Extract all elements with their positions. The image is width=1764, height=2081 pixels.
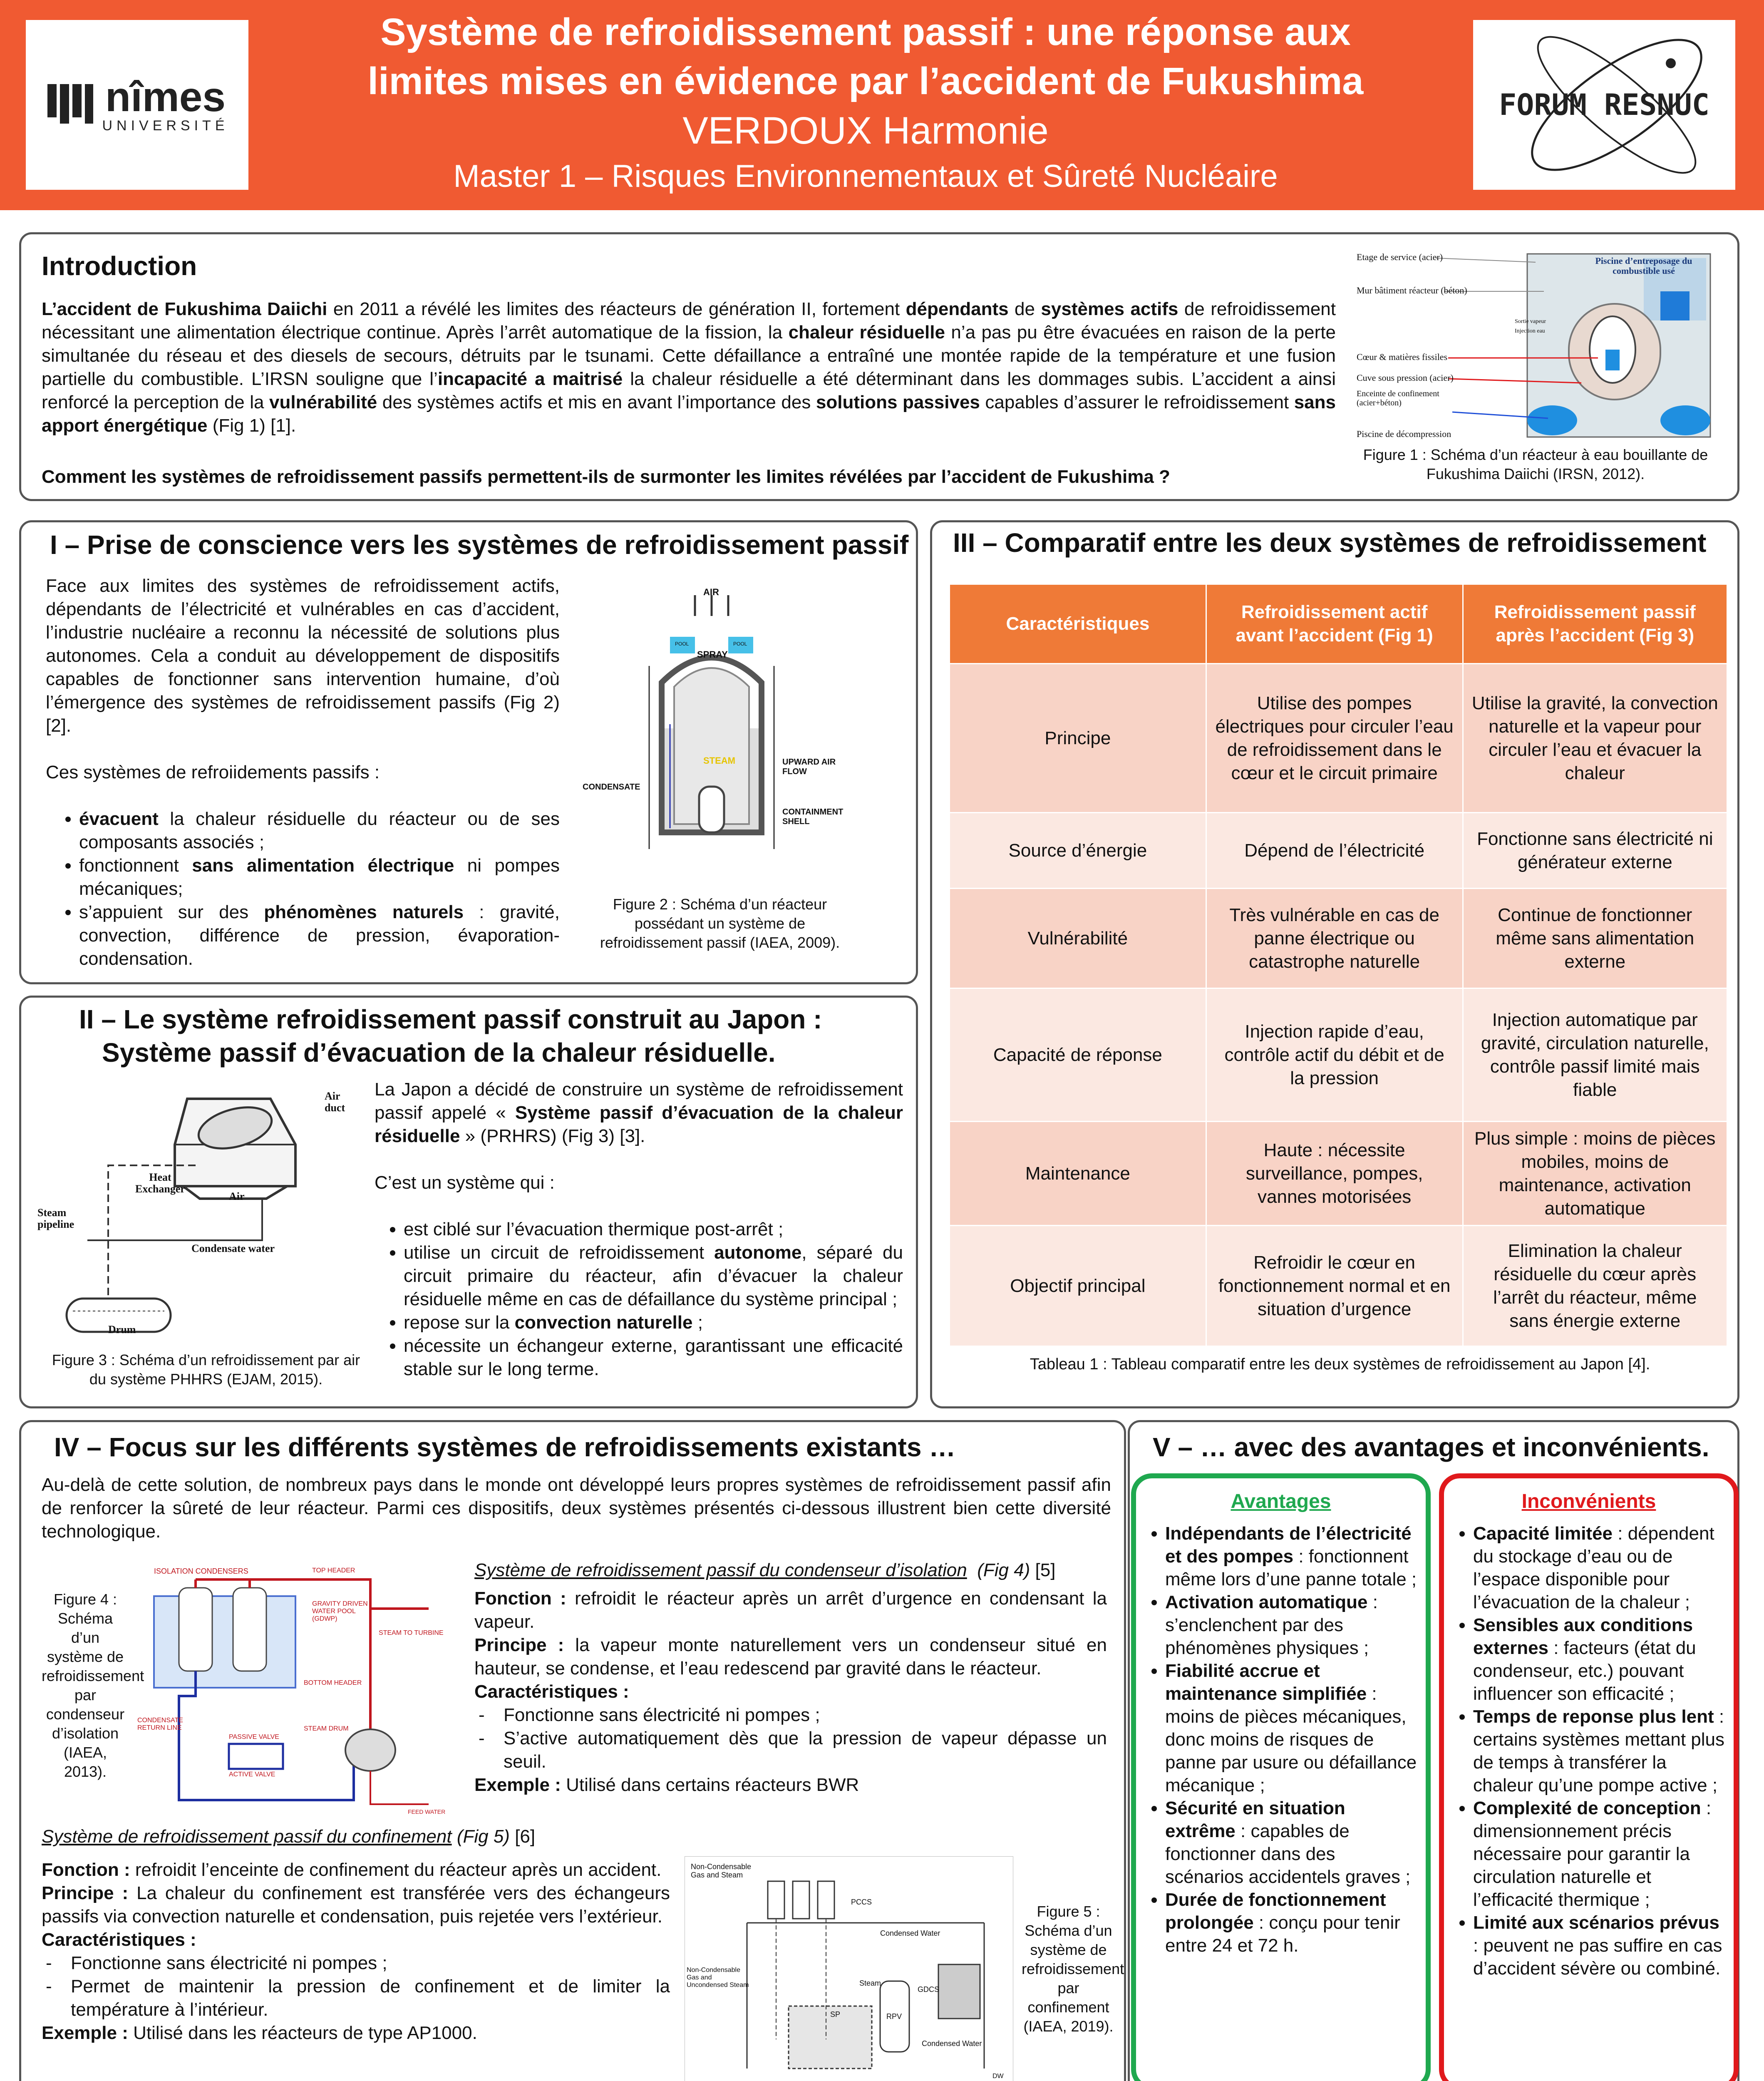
s2-bullet-4: • nécessite un échangeur externe, garantissant une efficacité stable sur le long terme. — [404, 1334, 903, 1381]
comparison-table — [949, 584, 1728, 1347]
section-1-title: I – Prise de conscience vers les systèmes de refroidissement passif — [50, 530, 909, 560]
author-name: VERDOUX Harmonie — [682, 109, 1049, 152]
fig4-label-steam-to-turbine: STEAM TO TURBINE — [379, 1629, 444, 1636]
advantages-list — [1140, 1522, 1417, 1957]
fig5-label-gdcs: GDCS — [918, 1985, 940, 1994]
table-cell: Continue de fonctionner même sans alimentation externe — [1463, 889, 1727, 988]
fig5-label-uncondensed: Non-Condensable Gas and Uncondensed Steam — [687, 1967, 749, 1989]
fig3-label-air-duct: Air duct — [325, 1090, 345, 1114]
fig4-label-active-valve: ACTIVE VALVE — [229, 1771, 275, 1778]
fig5-label-sp: SP — [830, 2010, 841, 2019]
intro-paragraph: L’accident de Fukushima Daiichi en 2011 a révélé les limites des réacteurs de génération II, fortement dépendants de systèmes actifs de refroidissement nécessitant une alimentation électrique continue. Après l’arrêt automatique de la fission, la chaleur résiduelle n’a pas pu être évacuées en raison de la perte simultanée du réseau et des diesels de secours, détruits par le tsunami. Cette défaillance a entraîné une montée rapide de la température et une fusion partielle du combustible. L’IRSN souligne que l’incapacité a maitrisé la chaleur résiduelle a été déterminant dans les dommages subis. L’accident a ainsi renforcé la perception de la vulnérabilité des systèmes actifs et mis en avant l’importance des solutions passives capables d’assurer le refroidissement sans apport énergétique (Fig 1) [1]. — [42, 299, 1336, 436]
fig2-label-spray: SPRAY — [697, 649, 728, 660]
fig5-label-steam: Steam — [859, 1979, 881, 1987]
list-item: • Durée de fonctionnement prolongée : conçu pour tenir entre 24 et 72 h. — [1165, 1888, 1417, 1957]
table-cell: Très vulnérable en cas de panne électrique ou catastrophe naturelle — [1206, 889, 1463, 988]
figure-3-prhrs-diagram — [37, 1082, 370, 1348]
fig2-label-shell: CONTAINMENT SHELL — [782, 807, 844, 826]
fig4-label-passive-valve: PASSIVE VALVE — [229, 1733, 279, 1741]
disadvantages-box — [1439, 1473, 1739, 2081]
s1-bullet-3: • s’appuient sur des phénomènes naturels : gravité, convection, différence de pression, évaporation-condensation. — [79, 901, 560, 971]
fig5-label-dw: DW — [992, 2073, 1004, 2080]
system-a-principle: Principe : la vapeur monte naturellement vers un condenseur situé en hauteur, se condense, et l’eau redescend par gravité dans le réacteur. — [474, 1635, 1107, 1679]
fig1-label-vessel: Cuve sous pression (acier) — [1357, 372, 1454, 383]
table-cell: Fonctionne sans électricité ni générateur externe — [1463, 813, 1727, 889]
fig4-label-isolation-condensers: ISOLATION CONDENSERS — [154, 1567, 248, 1575]
system-a-block — [474, 1559, 1107, 1797]
fig2-label-air: AIR — [703, 587, 719, 597]
fig4-label-top-header: TOP HEADER — [312, 1567, 355, 1574]
logo-left-main: nîmes — [105, 73, 226, 120]
figure-5-containment-cooling — [685, 1856, 1013, 2081]
table-row — [950, 813, 1727, 889]
advantages-title: Avantages — [1231, 1490, 1331, 1512]
fig4-label-gdwp: GRAVITY DRIVEN WATER POOL (GDWP) — [312, 1600, 368, 1622]
table-row — [950, 988, 1727, 1122]
system-b-carac-label: Caractéristiques : — [42, 1930, 196, 1950]
table-cell: Principe — [950, 664, 1206, 813]
s2-bullet-2: • utilise un circuit de refroidissement autonome, séparé du circuit primaire du réacteur, afin d’évacuer la chaleur résiduelle même en cas de défaillance du système principal ; — [404, 1241, 903, 1311]
fig1-label-containment: Enceinte de confinement (acier+béton) — [1357, 389, 1439, 407]
fig5-label-condensed-water-bottom: Condensed Water — [922, 2039, 982, 2048]
table-cell: Vulnérabilité — [950, 889, 1206, 988]
table-cell: Haute : nécessite surveillance, pompes, vannes motorisées — [1206, 1122, 1463, 1226]
list-item: • Limité aux scénarios prévus : peuvent ne pas suffire en cas d’accident sévère ou combiné. — [1473, 1911, 1725, 1980]
fig2-label-condensate: CONDENSATE — [583, 782, 640, 792]
fig1-caption: Figure 1 : Schéma d’un réacteur à eau bouillante de Fukushima Daiichi (IRSN, 2012). — [1363, 446, 1708, 482]
s2-bullet-3: • repose sur la convection naturelle ; — [404, 1311, 903, 1334]
system-a-title: Système de refroidissement passif du condenseur d’isolation (Fig 4) [5] — [474, 1560, 1056, 1580]
fig2-label-pool-left: POOL — [675, 641, 689, 647]
s2-paragraph-2: C’est un système qui : — [375, 1172, 555, 1193]
table-cell: Objectif principal — [950, 1226, 1206, 1346]
system-b-block — [42, 1858, 670, 2045]
fig5-caption: Figure 5 : Schéma d’un système de refroidissement par confinement (IAEA, 2019). — [1022, 1903, 1124, 2035]
table-cell: Elimination la chaleur résiduelle du cœur après l’arrêt du réacteur, même sans énergie externe — [1463, 1226, 1727, 1346]
fig4-label-bottom-header: BOTTOM HEADER — [304, 1679, 362, 1686]
table-cell: Refroidir le cœur en fonctionnement normal et en situation d’urgence — [1206, 1226, 1463, 1346]
figure-4-isolation-condenser — [137, 1559, 462, 1821]
section-4-title: IV – Focus sur les différents systèmes de refroidissements existants … — [54, 1432, 956, 1462]
fig1-label-wall: Mur bâtiment réacteur (béton) — [1357, 285, 1467, 296]
figure-2-passive-reactor — [583, 587, 899, 891]
list-item: • Complexité de conception : dimensionnement précis nécessaire pour garantir la circulation naturelle et l’efficacité thermique ; — [1473, 1797, 1725, 1911]
fig4-label-steam-drum: STEAM DRUM — [304, 1725, 349, 1732]
table-cell: Injection rapide d’eau, contrôle actif du débit et de la pression — [1206, 988, 1463, 1122]
table-row — [950, 889, 1727, 988]
fig3-label-heat-exchanger: Heat Exchanger — [135, 1171, 185, 1195]
section-2-body — [375, 1078, 903, 1381]
table-cell: Source d’énergie — [950, 813, 1206, 889]
fig3-label-steam-pipeline: Steam pipeline — [37, 1207, 74, 1230]
system-a-example: Exemple : Utilisé dans certains réacteurs BWR — [474, 1775, 859, 1795]
s1-paragraph-1: Face aux limites des systèmes de refroidissement actifs, dépendants de l’électricité et vulnérables en cas d’accident, l’industrie nucléaire a reconnu la nécessité de solutions plus autonomes. Cela a conduit au développement de dispositifs capables de fonctionner sans intervention humaine, d’où l’émergence des systèmes de refroidissement passifs (Fig 2) [2]. — [46, 576, 560, 736]
nimes-university-logo — [26, 20, 248, 190]
section-5-title: V – … avec des avantages et inconvénients. — [1153, 1432, 1709, 1462]
fig2-label-upward-air: UPWARD AIR FLOW — [782, 757, 836, 776]
fig4-caption: Figure 4 : Schéma d’un système de refroidissement par condenseur d’isolation (IAEA, 2013). — [42, 1591, 144, 1780]
table-row — [950, 1122, 1727, 1226]
fig3-label-condensate: Condensate water — [191, 1242, 275, 1254]
logo-left-sub: UNIVERSITÉ — [102, 117, 229, 134]
fig2-label-steam: STEAM — [703, 755, 735, 766]
poster-title-line1: Système de refroidissement passif : une réponse aux — [380, 11, 1351, 53]
list-item: • Sécurité en situation extrême : capables de fonctionner dans des scénarios accidentels graves ; — [1165, 1797, 1417, 1888]
fig3-label-air: Air — [229, 1190, 245, 1202]
system-a-carac-2: - S’active automatiquement dès que la pression de vapeur dépasse un seuil. — [504, 1727, 1107, 1773]
table-cell: Plus simple : moins de pièces mobiles, moins de maintenance, activation automatique — [1463, 1122, 1727, 1226]
fig4-label-feed-water: FEED WATER — [408, 1808, 446, 1815]
table-cell: Utilise la gravité, la convection naturelle et la vapeur pour circuler l’eau et évacuer la chaleur — [1463, 664, 1727, 813]
table-header-passive: Refroidissement passif après l’accident (Fig 3) — [1463, 584, 1727, 664]
section-2-title-line1: II – Le système refroidissement passif construit au Japon : — [79, 1004, 822, 1034]
university-emblem-icon — [45, 80, 95, 130]
table-cell: Dépend de l’électricité — [1206, 813, 1463, 889]
poster-header — [0, 0, 1764, 210]
table-cell: Maintenance — [950, 1122, 1206, 1226]
section-1-body — [46, 574, 560, 971]
list-item: • Capacité limitée : dépendent du stockage d’eau ou de l’espace disponible pour l’évacuation de la chaleur ; — [1473, 1522, 1725, 1614]
table-header-active: Refroidissement actif avant l’accident (Fig 1) — [1206, 584, 1463, 664]
list-item: • Sensibles aux conditions externes : facteurs (état du condenseur, etc.) pouvant influencer son efficacité ; — [1473, 1614, 1725, 1705]
table-header-characteristics: Caractéristiques — [950, 584, 1206, 664]
fig1-label-spent-fuel-pool: Piscine d’entreposage du combustible usé — [1595, 256, 1692, 276]
table-cell: Injection automatique par gravité, circulation naturelle, contrôle passif limité mais fiable — [1463, 988, 1727, 1122]
fig5-label-rpv: RPV — [886, 2012, 902, 2021]
fig5-label-gas-steam: Non-Condensable Gas and Steam — [691, 1862, 752, 1879]
system-b-principle: Principe : La chaleur du confinement est transférée vers des échangeurs passifs via convection naturelle et condensation, puis rejetée vers l’extérieur. — [42, 1883, 670, 1927]
table-caption: Tableau 1 : Tableau comparatif entre les deux systèmes de refroidissement au Japon [4]. — [1030, 1356, 1650, 1373]
system-b-example: Exemple : Utilisé dans les réacteurs de type AP1000. — [42, 2023, 477, 2043]
fig3-caption: Figure 3 : Schéma d’un refroidissement par air du système PHHRS (EJAM, 2015). — [52, 1351, 360, 1388]
s1-bullet-1: • évacuent la chaleur résiduelle du réacteur ou de ses composants associés ; — [79, 807, 560, 854]
disadvantages-title: Inconvénients — [1521, 1490, 1656, 1512]
fig2-label-pool-right: POOL — [733, 641, 747, 647]
s1-paragraph-2: Ces systèmes de refroiidements passifs : — [46, 762, 380, 782]
program-name: Master 1 – Risques Environnementaux et Sûreté Nucléaire — [453, 159, 1278, 194]
list-item: • Fiabilité accrue et maintenance simplifiée : moins de pièces mécaniques, donc moins de risques de panne par usure ou défaillance mécanique ; — [1165, 1659, 1417, 1797]
fig5-label-pccs: PCCS — [851, 1898, 872, 1906]
s2-bullet-1: • est ciblé sur l’évacuation thermique post-arrêt ; — [404, 1218, 903, 1241]
fig2-caption: Figure 2 : Schéma d’un réacteur possédant un système de refroidissement passif (IAEA, 2009). — [600, 896, 840, 951]
fig1-label-injection: Injection eau — [1515, 328, 1545, 334]
list-item: • Temps de reponse plus lent : certains systèmes mettant plus de temps à transférer la chaleur qu’une pompe active ; — [1473, 1705, 1725, 1797]
fig1-label-suppression-pool: Piscine de décompression — [1357, 429, 1451, 439]
section-2-title-line2: Système passif d’évacuation de la chaleur résiduelle. — [102, 1038, 776, 1068]
fig1-label-core: Cœur & matières fissiles — [1357, 352, 1448, 362]
poster-title-line2: limites mises en évidence par l’accident de Fukushima — [367, 60, 1364, 102]
advantages-box — [1131, 1473, 1431, 2081]
s2-paragraph-1: La Japon a décidé de construire un système de refroidissement passif appelé « Système passif d’évacuation de la chaleur résiduelle » (PRHRS) (Fig 3) [3]. — [375, 1079, 903, 1146]
system-b-carac-2: - Permet de maintenir la pression de confinement et de limiter la température à l’intérieur. — [71, 1975, 670, 2021]
table-row — [950, 664, 1727, 813]
list-item: • Activation automatique : s’enclenchent par des phénomènes physiques ; — [1165, 1591, 1417, 1659]
system-b-function: Fonction : refroidit l’enceinte de confinement du réacteur après un accident. — [42, 1860, 662, 1880]
fig4-label-condensate-return: CONDENSATE RETURN LINE — [137, 1717, 183, 1731]
s1-bullet-2: • fonctionnent sans alimentation électrique ni pompes mécaniques; — [79, 854, 560, 901]
fig1-label-steam-out: Sortie vapeur — [1515, 318, 1546, 325]
fig1-label-service: Etage de service (acier) — [1357, 252, 1443, 262]
logo-right-text: FORUM RESNUC — [1499, 88, 1709, 122]
poster-title-block — [266, 7, 1465, 197]
figure-1-bwr-diagram — [1352, 246, 1719, 445]
system-a-function: Fonction : refroidit le réacteur après un arrêt d’urgence en condensant la vapeur. — [474, 1588, 1107, 1632]
intro-question: Comment les systèmes de refroidissement passifs permettent-ils de surmonter les limites révélées par l’accident de Fukushima ? — [42, 467, 1170, 487]
forum-resnuc-logo — [1473, 20, 1735, 190]
system-b-carac-1: - Fonctionne sans électricité ni pompes ; — [71, 1952, 670, 1975]
list-item: • Indépendants de l’électricité et des pompes : fonctionnent même lors d’une panne totale ; — [1165, 1522, 1417, 1591]
section-4-intro: Au-delà de cette solution, de nombreux pays dans le monde ont développé leurs propres systèmes de refroidissement passif afin de renforcer la sûreté de leur réacteur. Parmi ces dispositifs, deux systèmes présentés ci-dessous illustrent bien cette diversité technologique. — [42, 1475, 1111, 1542]
fig3-label-drum: Drum — [108, 1324, 136, 1336]
disadvantages-list — [1448, 1522, 1725, 1980]
table-row — [950, 1226, 1727, 1346]
table-cell: Utilise des pompes électriques pour circuler l’eau de refroidissement dans le cœur et le circuit primaire — [1206, 664, 1463, 813]
intro-title: Introduction — [42, 251, 197, 281]
section-3-title: III – Comparatif entre les deux systèmes de refroidissement — [953, 528, 1707, 558]
system-a-carac-1: - Fonctionne sans électricité ni pompes ; — [504, 1704, 1107, 1727]
system-b-title: Système de refroidissement passif du confinement (Fig 5) [6] — [42, 1826, 536, 1847]
system-a-carac-label: Caractéristiques : — [474, 1681, 629, 1702]
table-cell: Capacité de réponse — [950, 988, 1206, 1122]
fig5-label-condensed-water-top: Condensed Water — [880, 1929, 940, 1937]
